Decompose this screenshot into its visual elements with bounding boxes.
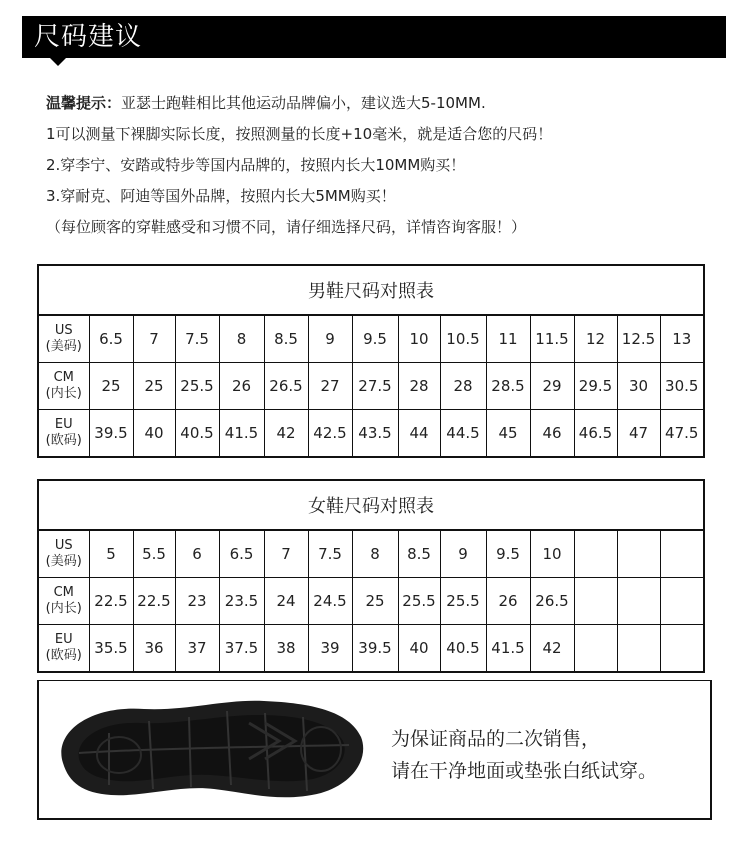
table-row [38,363,704,410]
row-header-code: CM [53,585,74,600]
size-cell: 47.5 [660,410,704,458]
tip-intro-text: 亚瑟士跑鞋相比其他运动品牌偏小，建议选大5-10MM. [121,94,486,112]
size-cell: 38 [264,625,308,673]
size-cell: 47 [617,410,660,458]
size-cell: 26 [486,578,530,625]
size-cell: 42.5 [308,410,352,458]
size-cell: 27 [308,363,352,410]
size-cell: 7 [264,530,308,578]
size-cell: 27.5 [352,363,398,410]
size-cell: 28 [398,363,440,410]
size-cell: 26.5 [264,363,308,410]
size-cell: 40 [398,625,440,673]
size-cell: 7.5 [308,530,352,578]
size-cell: 6.5 [219,530,264,578]
size-cell: 8 [352,530,398,578]
size-cell: 13 [660,315,704,363]
women-table-caption: 女鞋尺码对照表 [38,480,704,530]
women-size-table [37,479,705,673]
table-row [38,625,704,673]
size-cell: 25 [133,363,175,410]
size-cell: 30.5 [660,363,704,410]
size-cell: 44.5 [440,410,486,458]
shoe-sole-image [49,693,369,809]
tip-line-3: 3.穿耐克、阿迪等国外品牌，按照内长大5MM购买！ [46,187,396,205]
size-cell: 28.5 [486,363,530,410]
tip-note: （每位顾客的穿鞋感受和习惯不同，请仔细选择尺码，详情咨询客服！） [46,218,527,236]
tips-block [46,88,726,243]
size-cell: 40.5 [175,410,219,458]
size-cell: 45 [486,410,530,458]
size-cell: 8.5 [398,530,440,578]
table-row [38,315,704,363]
size-cell: 42 [264,410,308,458]
row-header [38,315,89,363]
row-header [38,410,89,458]
try-on-panel [37,680,712,820]
size-cell: 46 [530,410,574,458]
size-cell: 40.5 [440,625,486,673]
size-cell: 6.5 [89,315,133,363]
size-cell: 23 [175,578,219,625]
size-cell: 6 [175,530,219,578]
size-cell: 25 [89,363,133,410]
size-cell: 24 [264,578,308,625]
tip-intro [46,88,726,119]
size-cell: 41.5 [219,410,264,458]
row-header-desc: (美码) [45,554,82,569]
size-cell: 25.5 [398,578,440,625]
size-cell: 11.5 [530,315,574,363]
table-row [38,578,704,625]
size-cell: 10 [530,530,574,578]
row-header [38,578,89,625]
size-cell: 25.5 [440,578,486,625]
size-cell: 39 [308,625,352,673]
size-cell: 41.5 [486,625,530,673]
size-cell: 30 [617,363,660,410]
size-cell: 5.5 [133,530,175,578]
size-cell: 40 [133,410,175,458]
tip-line-1: 1可以测量下裸脚实际长度，按照测量的长度+10毫米，就是适合您的尺码！ [46,125,553,143]
section-title: 尺码建议 [34,22,143,52]
size-cell: 8.5 [264,315,308,363]
size-cell [660,578,704,625]
try-on-advice [391,723,657,787]
row-header-code: US [54,323,73,338]
size-cell: 37 [175,625,219,673]
size-cell: 7.5 [175,315,219,363]
size-cell: 25.5 [175,363,219,410]
size-cell: 29.5 [574,363,617,410]
size-cell: 12.5 [617,315,660,363]
size-cell: 22.5 [89,578,133,625]
row-header-code: CM [53,370,74,385]
table-row [38,530,704,578]
size-cell [617,530,660,578]
size-cell [574,625,617,673]
size-cell: 11 [486,315,530,363]
size-cell: 35.5 [89,625,133,673]
row-header-desc: (内长) [45,601,82,616]
row-header-desc: (美码) [45,339,82,354]
size-cell: 44 [398,410,440,458]
row-header [38,530,89,578]
row-header-code: US [54,538,73,553]
size-cell: 26 [219,363,264,410]
size-cell: 12 [574,315,617,363]
size-cell: 29 [530,363,574,410]
size-cell: 42 [530,625,574,673]
size-cell [574,530,617,578]
tip-line-2: 2.穿李宁、安踏或特步等国内品牌的，按照内长大10MM购买！ [46,156,466,174]
advice-line-1: 为保证商品的二次销售， [391,728,601,750]
size-cell: 24.5 [308,578,352,625]
size-cell [617,625,660,673]
row-header [38,625,89,673]
section-banner [22,16,726,58]
size-cell: 9.5 [486,530,530,578]
size-cell: 9.5 [352,315,398,363]
size-cell [660,625,704,673]
size-cell: 25 [352,578,398,625]
row-header-code: EU [54,632,73,647]
men-size-table [37,264,705,458]
row-header-desc: (欧码) [45,648,82,663]
size-cell: 9 [440,530,486,578]
size-cell [617,578,660,625]
row-header-desc: (内长) [45,386,82,401]
size-cell: 37.5 [219,625,264,673]
size-cell: 22.5 [133,578,175,625]
banner-notch [50,58,66,66]
men-table-caption: 男鞋尺码对照表 [38,265,704,315]
size-cell: 28 [440,363,486,410]
size-cell: 46.5 [574,410,617,458]
size-cell: 39.5 [89,410,133,458]
size-cell [574,578,617,625]
table-row [38,410,704,458]
advice-line-2: 请在干净地面或垫张白纸试穿。 [391,760,658,782]
row-header-desc: (欧码) [45,433,82,448]
size-cell: 23.5 [219,578,264,625]
size-cell: 36 [133,625,175,673]
size-cell: 5 [89,530,133,578]
size-cell: 9 [308,315,352,363]
size-cell: 7 [133,315,175,363]
size-cell: 26.5 [530,578,574,625]
row-header-code: EU [54,417,73,432]
size-cell: 43.5 [352,410,398,458]
row-header [38,363,89,410]
size-cell: 39.5 [352,625,398,673]
size-cell: 8 [219,315,264,363]
size-cell: 10 [398,315,440,363]
tip-label: 温馨提示： [46,94,122,112]
size-cell: 10.5 [440,315,486,363]
size-cell [660,530,704,578]
